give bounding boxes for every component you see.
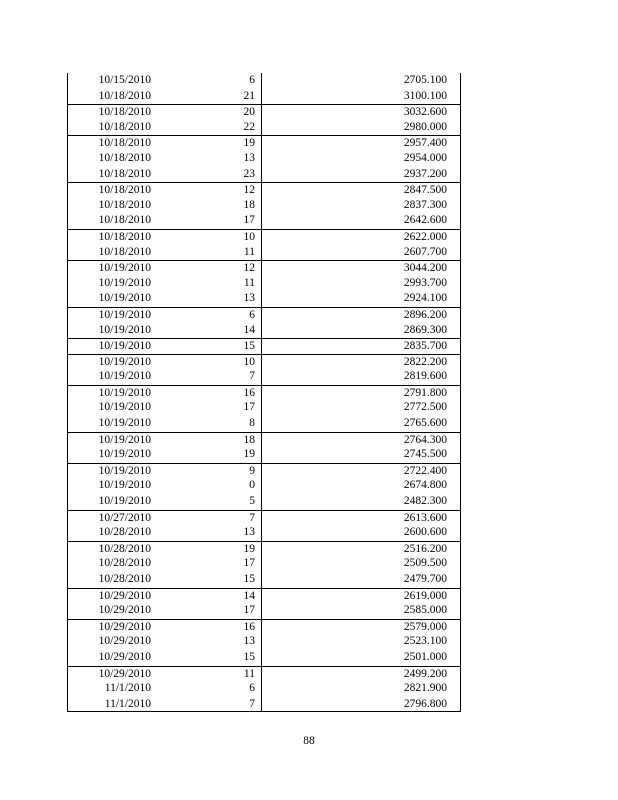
hour-cell: 15	[243, 340, 255, 353]
date-cell: 10/28/2010	[98, 573, 151, 585]
date-cell: 10/19/2010	[98, 464, 151, 477]
table-row	[67, 556, 461, 572]
value-cell: 2821.900	[403, 682, 447, 695]
value-cell: 2847.500	[403, 184, 447, 197]
table-row	[67, 650, 461, 666]
value-cell: 2613.600	[403, 511, 447, 524]
hour-cell: 6	[249, 682, 255, 695]
date-cell: 10/29/2010	[98, 650, 151, 663]
value-cell: 2924.100	[403, 292, 447, 305]
table-row	[67, 369, 461, 385]
table-row	[67, 104, 461, 120]
value-cell: 2835.700	[403, 340, 447, 353]
value-cell: 2579.000	[403, 620, 447, 633]
date-cell: 10/18/2010	[98, 230, 151, 243]
value-cell: 3032.600	[403, 106, 447, 119]
table-row	[67, 447, 461, 463]
hour-cell: 17	[243, 214, 255, 227]
value-cell: 2607.700	[403, 245, 447, 258]
date-cell: 10/18/2010	[98, 167, 151, 180]
hour-cell: 20	[243, 106, 255, 119]
hour-cell: 16	[243, 620, 255, 633]
value-cell: 3044.200	[403, 262, 447, 275]
table-row	[67, 681, 461, 697]
table-row	[67, 338, 461, 354]
hour-cell: 17	[243, 557, 255, 570]
table-row	[67, 463, 461, 479]
hour-cell: 13	[243, 526, 255, 539]
hour-cell: 21	[243, 89, 255, 102]
value-cell: 2772.500	[403, 401, 447, 414]
date-cell: 10/18/2010	[98, 151, 151, 164]
value-cell: 2619.000	[403, 589, 447, 602]
data-table	[67, 73, 461, 712]
table-row	[67, 510, 461, 526]
date-cell: 10/19/2010	[98, 262, 151, 275]
hour-cell: 15	[243, 573, 255, 585]
table-row	[67, 697, 461, 713]
date-cell: 10/19/2010	[98, 292, 151, 305]
table-row	[67, 213, 461, 229]
date-cell: 10/19/2010	[98, 323, 151, 336]
table-row	[67, 541, 461, 557]
hour-cell: 12	[243, 262, 255, 275]
date-cell: 10/18/2010	[98, 89, 151, 102]
table-row	[67, 478, 461, 494]
value-cell: 2501.000	[403, 650, 447, 663]
date-cell: 10/18/2010	[98, 214, 151, 227]
table-row	[67, 120, 461, 136]
table-row	[67, 89, 461, 105]
hour-cell: 19	[243, 137, 255, 150]
date-cell: 10/19/2010	[98, 340, 151, 353]
value-cell: 2869.300	[403, 323, 447, 336]
value-cell: 2585.000	[403, 604, 447, 617]
hour-cell: 17	[243, 401, 255, 414]
date-cell: 10/28/2010	[98, 557, 151, 570]
table-body	[67, 73, 461, 712]
value-cell: 2796.800	[403, 697, 447, 710]
table-row	[67, 416, 461, 432]
table-row	[67, 245, 461, 261]
hour-cell: 11	[243, 667, 255, 680]
hour-cell: 6	[249, 74, 255, 86]
hour-cell: 22	[243, 120, 255, 133]
value-cell: 2957.400	[403, 137, 447, 150]
table-row	[67, 525, 461, 541]
hour-cell: 17	[243, 604, 255, 617]
hour-cell: 11	[243, 276, 255, 289]
value-cell: 2622.000	[403, 230, 447, 243]
table-row	[67, 135, 461, 151]
date-cell: 10/15/2010	[98, 74, 151, 86]
date-cell: 10/19/2010	[98, 308, 151, 321]
hour-cell: 7	[249, 370, 255, 383]
hour-cell: 16	[243, 386, 255, 399]
table-row	[67, 307, 461, 323]
date-cell: 10/19/2010	[98, 401, 151, 414]
date-cell: 10/29/2010	[98, 604, 151, 617]
value-cell: 2791.800	[403, 386, 447, 399]
value-cell: 2479.700	[403, 573, 447, 585]
hour-cell: 11	[243, 245, 255, 258]
value-cell: 2600.600	[403, 526, 447, 539]
table-row	[67, 182, 461, 198]
date-cell: 10/19/2010	[98, 386, 151, 399]
date-cell: 10/29/2010	[98, 589, 151, 602]
table-row	[67, 276, 461, 292]
date-cell: 10/19/2010	[98, 370, 151, 383]
hour-cell: 13	[243, 635, 255, 648]
table-row	[67, 494, 461, 510]
date-cell: 10/28/2010	[98, 542, 151, 555]
hour-cell: 7	[249, 697, 255, 710]
table-row	[67, 151, 461, 167]
value-cell: 2954.000	[403, 151, 447, 164]
date-cell: 10/18/2010	[98, 120, 151, 133]
hour-cell: 18	[243, 198, 255, 211]
date-cell: 10/18/2010	[98, 137, 151, 150]
date-cell: 10/29/2010	[98, 620, 151, 633]
date-cell: 10/19/2010	[98, 479, 151, 492]
table-row	[67, 634, 461, 650]
page-number: 88	[303, 735, 315, 747]
date-cell: 10/18/2010	[98, 106, 151, 119]
hour-cell: 7	[249, 511, 255, 524]
table-row	[67, 354, 461, 370]
value-cell: 2980.000	[403, 120, 447, 133]
table-row	[67, 291, 461, 307]
value-cell: 2516.200	[403, 542, 447, 555]
date-cell: 10/19/2010	[98, 495, 151, 508]
value-cell: 2745.500	[403, 448, 447, 461]
date-cell: 10/18/2010	[98, 184, 151, 197]
date-cell: 10/28/2010	[98, 526, 151, 539]
table-bottom-border	[67, 711, 461, 712]
value-cell: 3100.100	[403, 89, 447, 102]
table-row	[67, 323, 461, 339]
hour-cell: 10	[243, 230, 255, 243]
hour-cell: 5	[249, 495, 255, 508]
table-row	[67, 400, 461, 416]
table-row	[67, 229, 461, 245]
hour-cell: 13	[243, 151, 255, 164]
date-cell: 10/19/2010	[98, 448, 151, 461]
table-row	[67, 432, 461, 448]
table-row	[67, 385, 461, 401]
hour-cell: 18	[243, 433, 255, 446]
date-cell: 11/1/2010	[104, 682, 151, 695]
table-row	[67, 572, 461, 588]
value-cell: 2896.200	[403, 308, 447, 321]
date-cell: 10/19/2010	[98, 433, 151, 446]
value-cell: 2837.300	[403, 198, 447, 211]
table-row	[67, 260, 461, 276]
date-cell: 10/27/2010	[98, 511, 151, 524]
hour-cell: 8	[249, 417, 255, 430]
value-cell: 2993.700	[403, 276, 447, 289]
hour-cell: 19	[243, 448, 255, 461]
table-row	[67, 666, 461, 682]
date-cell: 10/29/2010	[98, 667, 151, 680]
table-row	[67, 73, 461, 89]
hour-cell: 9	[249, 464, 255, 477]
value-cell: 2822.200	[403, 355, 447, 368]
hour-cell: 19	[243, 542, 255, 555]
hour-cell: 14	[243, 589, 255, 602]
date-cell: 10/19/2010	[98, 355, 151, 368]
value-cell: 2509.500	[403, 557, 447, 570]
hour-cell: 15	[243, 650, 255, 663]
hour-cell: 12	[243, 184, 255, 197]
hour-cell: 10	[243, 355, 255, 368]
value-cell: 2674.800	[403, 479, 447, 492]
value-cell: 2523.100	[403, 635, 447, 648]
hour-cell: 23	[243, 167, 255, 180]
date-cell: 10/18/2010	[98, 245, 151, 258]
date-cell: 10/29/2010	[98, 635, 151, 648]
value-cell: 2705.100	[403, 74, 447, 86]
table-row	[67, 588, 461, 604]
hour-cell: 13	[243, 292, 255, 305]
table-row	[67, 619, 461, 635]
value-cell: 2722.400	[403, 464, 447, 477]
date-cell: 10/19/2010	[98, 417, 151, 430]
table-row	[67, 167, 461, 183]
date-cell: 10/19/2010	[98, 276, 151, 289]
value-cell: 2482.300	[403, 495, 447, 508]
date-cell: 10/18/2010	[98, 198, 151, 211]
hour-cell: 0	[249, 479, 255, 492]
hour-cell: 14	[243, 323, 255, 336]
hour-cell: 6	[249, 308, 255, 321]
table-row	[67, 603, 461, 619]
date-cell: 11/1/2010	[104, 697, 151, 710]
value-cell: 2764.300	[403, 433, 447, 446]
value-cell: 2937.200	[403, 167, 447, 180]
value-cell: 2765.600	[403, 417, 447, 430]
value-cell: 2819.600	[403, 370, 447, 383]
value-cell: 2642.600	[403, 214, 447, 227]
table-row	[67, 198, 461, 214]
value-cell: 2499.200	[403, 667, 447, 680]
